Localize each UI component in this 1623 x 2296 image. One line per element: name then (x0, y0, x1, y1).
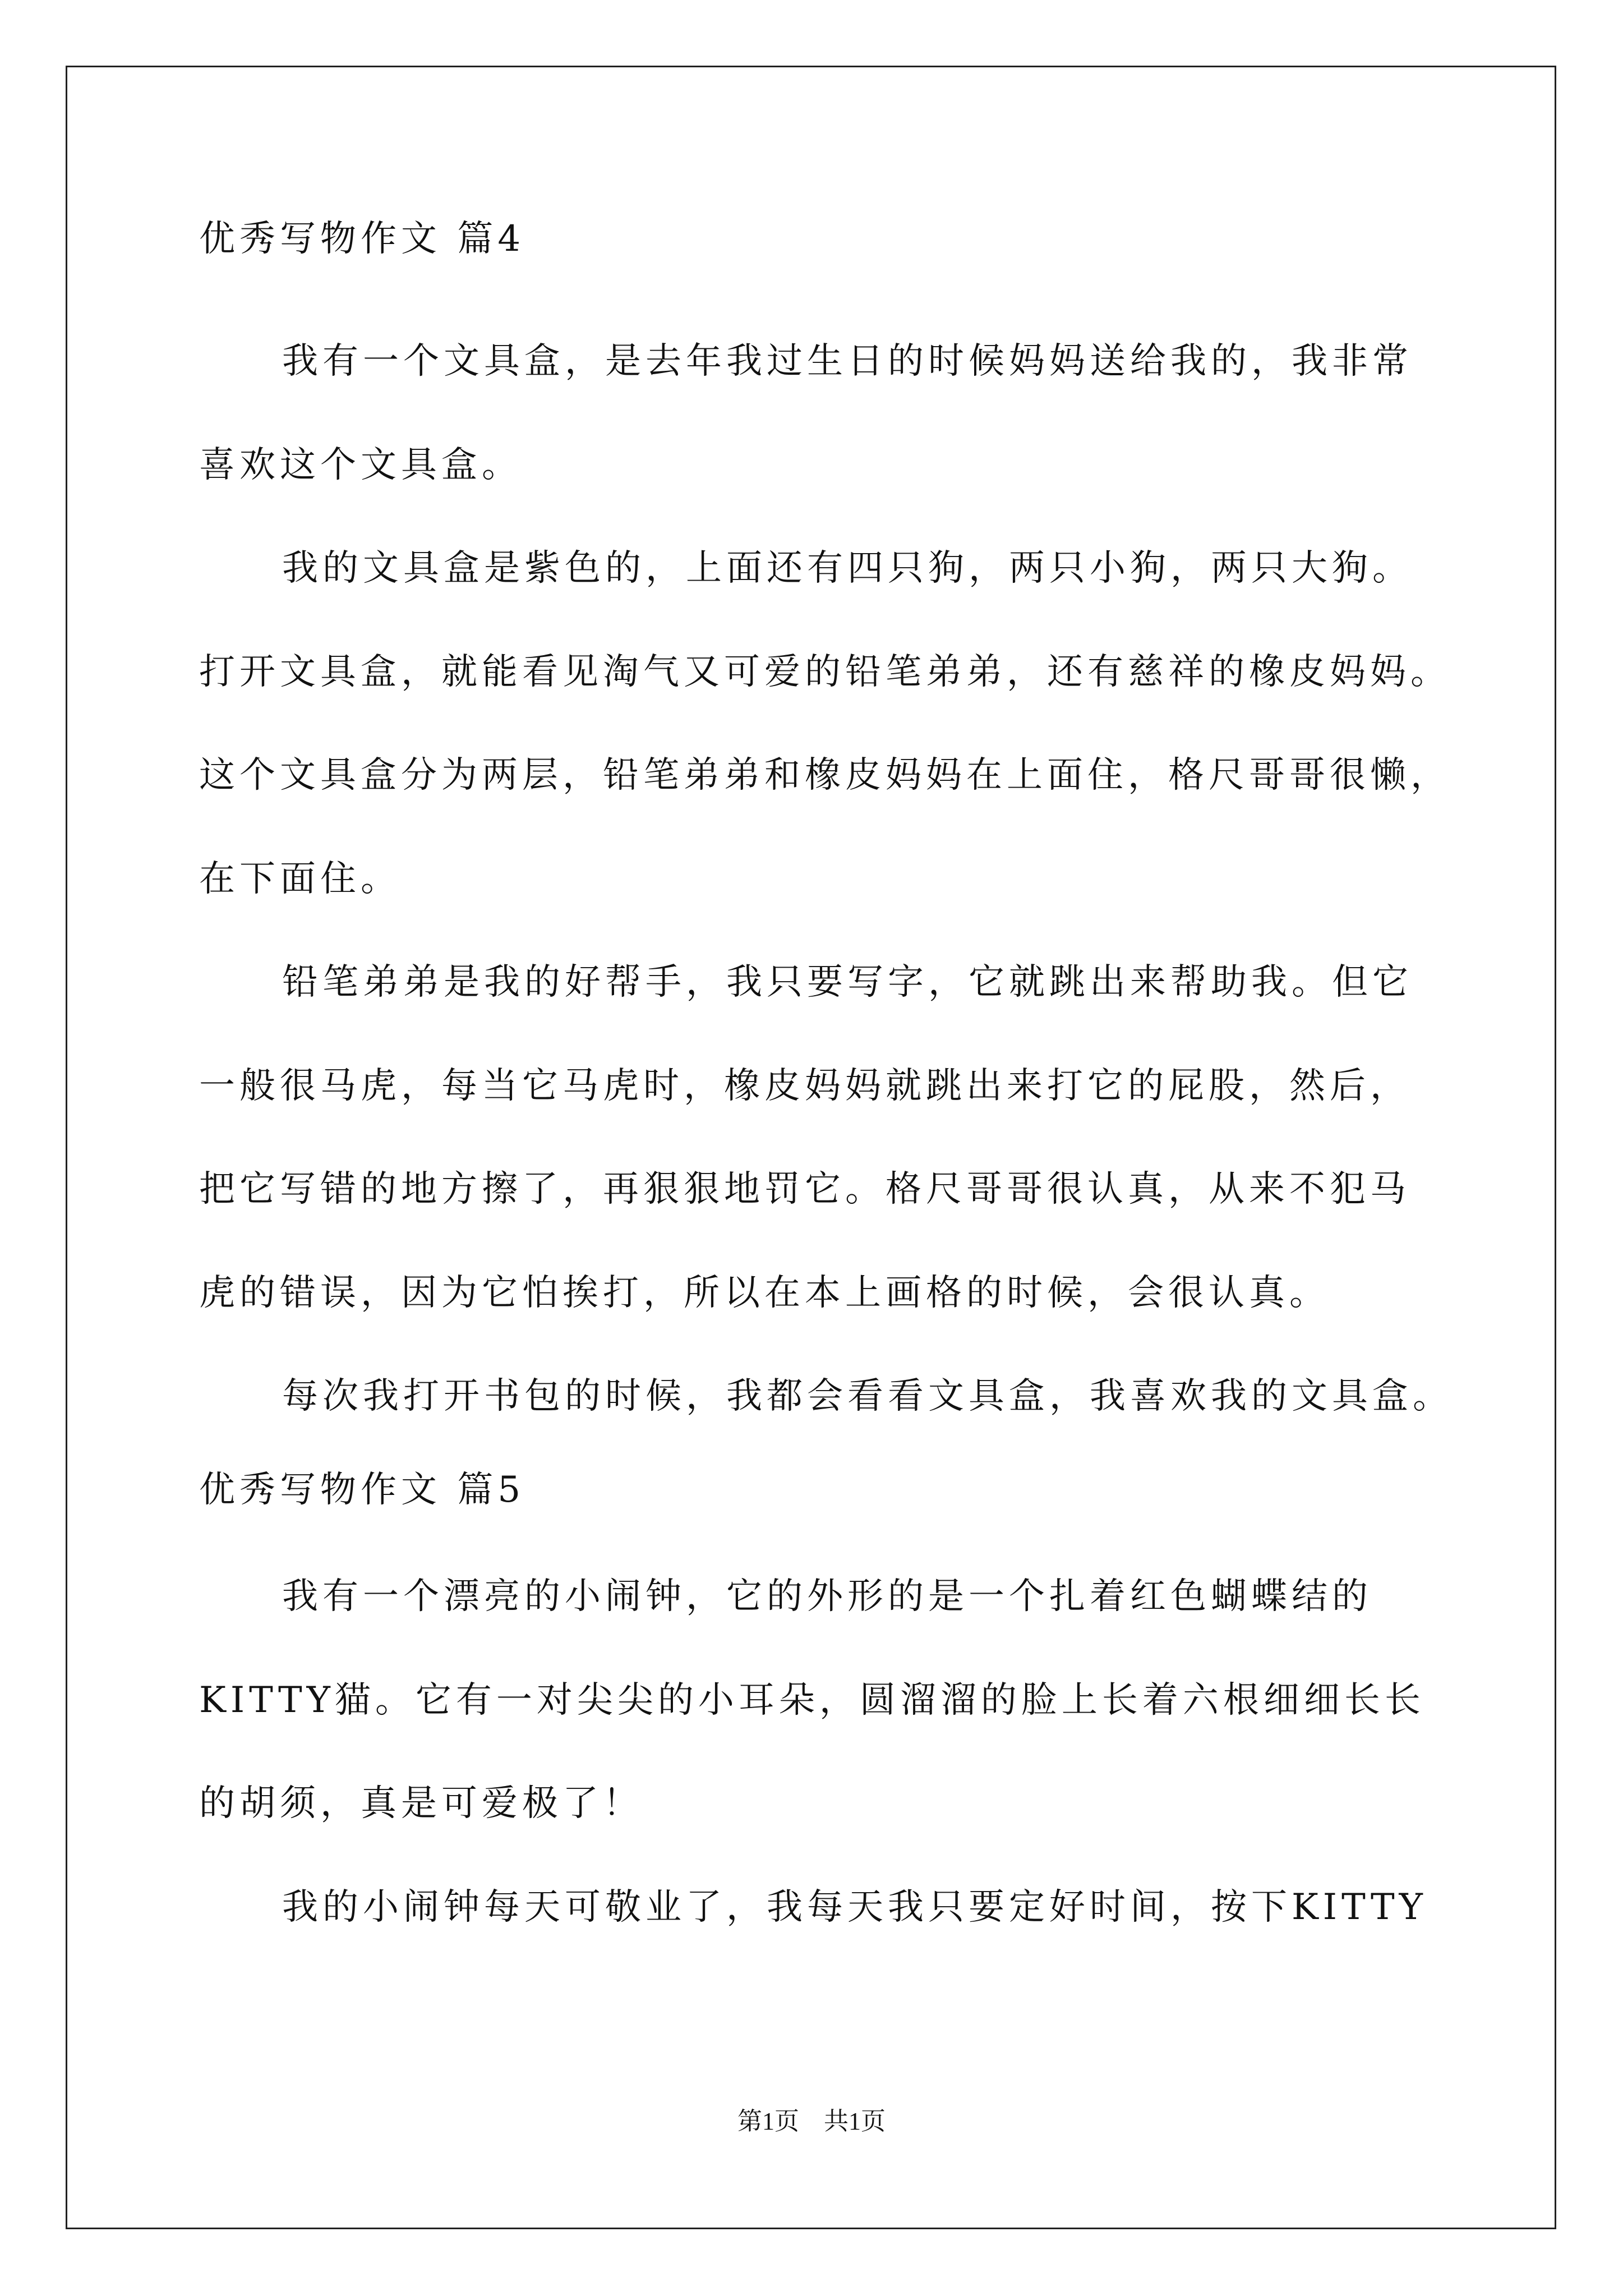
paragraph-line: 虎的错误，因为它怕挨打，所以在本上画格的时候，会很认真。 (199, 1272, 1330, 1314)
page-number: 第1页 共1页 (737, 2108, 886, 2135)
paragraph-line: 一般很马虎，每当它马虎时，橡皮妈妈就跳出来打它的屁股，然后， (199, 1065, 1410, 1107)
section-heading-5: 优秀写物作文 篇5 (199, 1469, 525, 1511)
paragraph-line: 我的小闹钟每天可敬业了，我每天我只要定好时间，按下KITTY (282, 1887, 1427, 1928)
paragraph-line: 铅笔弟弟是我的好帮手，我只要写字，它就跳出来帮助我。但它 (282, 961, 1413, 1003)
paragraph-line: 我的文具盒是紫色的，上面还有四只狗，两只小狗，两只大狗。 (282, 547, 1413, 589)
paragraph-line: 的胡须，真是可爱极了！ (199, 1783, 643, 1824)
paragraph-line: 喜欢这个文具盒。 (199, 444, 522, 486)
paragraph-line: 在下面住。 (199, 858, 401, 900)
paragraph-line: 我有一个文具盒，是去年我过生日的时候妈妈送给我的，我非常 (282, 341, 1413, 382)
paragraph-line: 我有一个漂亮的小闹钟，它的外形的是一个扎着红色蝴蝶结的 (282, 1576, 1372, 1617)
paragraph-line: 这个文具盒分为两层，铅笔弟弟和橡皮妈妈在上面住，格尺哥哥很懒， (199, 754, 1451, 796)
paragraph-line: 每次我打开书包的时候，我都会看看文具盒，我喜欢我的文具盒。 (282, 1375, 1453, 1417)
section-heading-4: 优秀写物作文 篇4 (199, 218, 525, 260)
paragraph-line: KITTY猫。它有一对尖尖的小耳朵，圆溜溜的脸上长着六根细细长长 (199, 1680, 1425, 1721)
paragraph-line: 把它写错的地方擦了，再狠狠地罚它。格尺哥哥很认真，从来不犯马 (199, 1168, 1410, 1210)
paragraph-line: 打开文具盒，就能看见淘气又可爱的铅笔弟弟，还有慈祥的橡皮妈妈。 (199, 651, 1451, 693)
